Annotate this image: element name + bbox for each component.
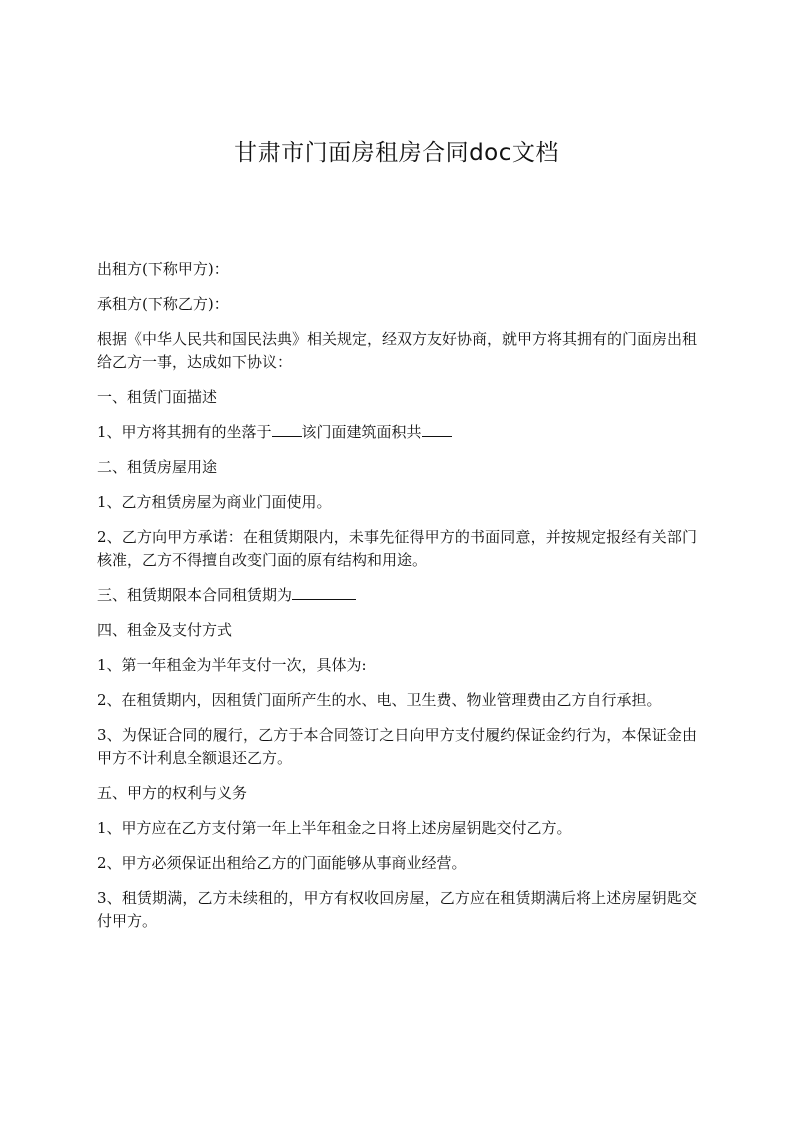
- location-text: 1、甲方将其拥有的坐落于: [97, 423, 272, 441]
- paragraph-lessor-duty-3: 3、租赁期满，乙方未续租的，甲方有权收回房屋，乙方应在租赁期满后将上述房屋钥匙交付甲方。: [97, 889, 697, 930]
- document-body: [97, 258, 697, 945]
- paragraph-lessor-duty-2: 2、甲方必须保证出租给乙方的门面能够从事商业经营。: [97, 854, 467, 872]
- paragraph-usage-1: 1、乙方租赁房屋为商业门面使用。: [97, 493, 332, 511]
- paragraph-lessor: 出租方(下称甲方)：: [97, 260, 229, 278]
- paragraph-location: [97, 421, 697, 444]
- paragraph-preamble: 根据《中华人民共和国民法典》相关规定，经双方友好协商，就甲方将其拥有的门面房出租给乙方一事，达成如下协议：: [97, 330, 698, 371]
- location-blank: [272, 422, 302, 437]
- paragraph-rent-2: 2、在租赁期内，因租赁门面所产生的水、电、卫生费、物业管理费由乙方自行承担。: [97, 691, 662, 709]
- paragraph-lessee: 承租方(下称乙方)：: [97, 295, 229, 313]
- paragraph-rent-3: 3、为保证合同的履行，乙方于本合同签订之日向甲方支付履约保证金约行为，本保证金由甲方不计利息全额退还乙方。: [97, 726, 697, 767]
- document-title: 甘肃市门面房租房合同doc文档: [234, 140, 559, 166]
- section-heading-3: [97, 584, 697, 607]
- area-text: 该门面建筑面积共: [301, 423, 422, 441]
- section-heading-2: 二、租赁房屋用途: [97, 458, 218, 476]
- paragraph-usage-2: 2、乙方向甲方承诺：在租赁期限内，未事先征得甲方的书面同意，并按规定报经有关部门核准，乙方不得擅自改变门面的原有结构和用途。: [97, 528, 697, 569]
- section-heading-5: 五、甲方的权利与义务: [97, 784, 248, 802]
- paragraph-lessor-duty-1: 1、甲方应在乙方支付第一年上半年租金之日将上述房屋钥匙交付乙方。: [97, 819, 572, 837]
- paragraph-rent-1: 1、第一年租金为半年支付一次，具体为:: [97, 656, 367, 674]
- section-heading-4: 四、租金及支付方式: [97, 621, 233, 639]
- area-blank: [422, 422, 452, 437]
- term-blank: [292, 585, 356, 600]
- section-heading-1: 一、租赁门面描述: [97, 388, 218, 406]
- term-text: 三、租赁期限本合同租赁期为: [97, 586, 293, 604]
